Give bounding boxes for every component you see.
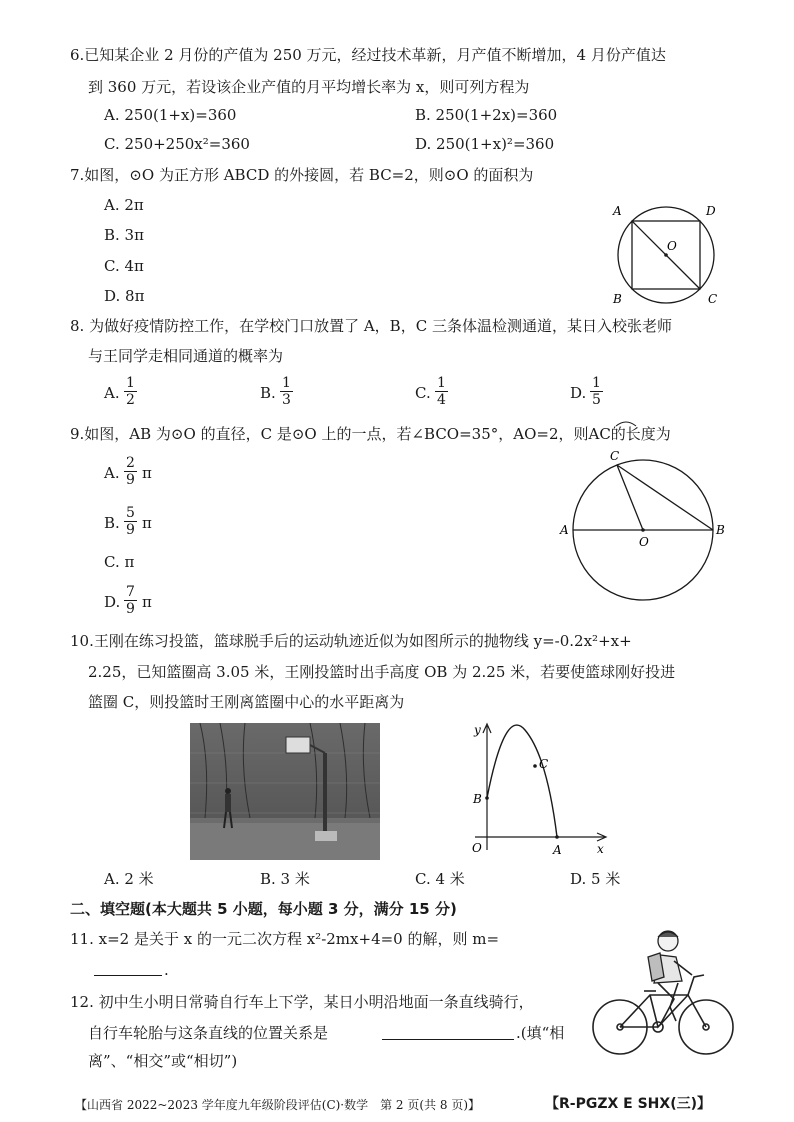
q8-option-b-letter: B.	[260, 384, 276, 402]
q10-label-c: C	[539, 757, 549, 771]
q9-option-c: C. π	[104, 553, 135, 571]
q8-option-d-fraction	[590, 375, 603, 408]
basketball-photo	[190, 723, 380, 860]
q10-point-c	[533, 764, 537, 768]
numerator: 1	[592, 375, 601, 391]
q7-label-o: O	[667, 239, 677, 253]
q8-option-d-letter: D.	[570, 384, 587, 402]
q10-stem-line3: 篮圈 C，则投篮时王刚离篮圈中心的水平距离为	[88, 693, 405, 711]
q8-option-b-fraction	[280, 375, 293, 408]
q10-label-b: B	[473, 792, 482, 806]
numerator: 1	[126, 375, 135, 391]
q9-label-a: A	[560, 523, 569, 537]
denominator: 9	[126, 472, 135, 488]
q10-option-a: A. 2 米	[104, 870, 154, 888]
q9-segment-cb	[617, 465, 713, 530]
q9-option-b-letter: B.	[104, 514, 120, 532]
q10-stem-line2: 2.25，已知篮圈高 3.05 米，王刚投篮时出手高度 OB 为 2.25 米，若要使篮球刚好投进	[88, 663, 676, 681]
q11-answer-blank	[94, 975, 162, 976]
q6-stem-line2: 到 360 万元，若设该企业产值的月平均增长率为 x，则可列方程为	[88, 78, 530, 96]
q9-label-b: B	[716, 523, 725, 537]
q9-stem: 9.如图，AB 为⊙O 的直径，C 是⊙O 上的一点，若∠BCO=35°，AO=2，则AC的长度为	[70, 425, 671, 443]
q10-option-c: C. 4 米	[415, 870, 465, 888]
q7-figure-circle-square	[605, 195, 735, 310]
q7-label-c: C	[708, 292, 718, 306]
q10-parabola	[487, 725, 557, 837]
q9-center-dot	[641, 528, 645, 532]
footer-left: 【山西省 2022~2023 学年度九年级阶段评估(C)·数学 第 2 页(共 8 页)】	[75, 1098, 481, 1112]
numerator: 2	[126, 455, 135, 471]
q9-option-d-fraction	[124, 584, 137, 617]
q12-answer-blank	[382, 1039, 514, 1040]
q10-point-a	[555, 835, 559, 839]
q7-label-a: A	[613, 204, 622, 218]
q12-stem-line1: 12. 初中生小明日常骑自行车上下学，某日小明沿地面一条直线骑行，	[70, 993, 534, 1011]
q7-option-c: C. 4π	[104, 257, 144, 275]
q6-option-b: B. 250(1+2x)=360	[415, 106, 558, 124]
denominator: 2	[126, 392, 135, 408]
q9-option-a-pi: π	[142, 464, 152, 482]
q9-option-a-letter: A.	[104, 464, 120, 482]
numerator: 5	[126, 505, 135, 521]
q7-label-b: B	[613, 292, 622, 306]
q7-option-b: B. 3π	[104, 226, 144, 244]
q12-stem-line3: 离”、“相交”或“相切”)	[88, 1052, 238, 1070]
q10-option-d: D. 5 米	[570, 870, 621, 888]
denominator: 4	[437, 392, 446, 408]
numerator: 1	[437, 375, 446, 391]
numerator: 7	[126, 584, 135, 600]
q9-figure-circle	[555, 448, 735, 618]
q6-option-d: D. 250(1+x)²=360	[415, 135, 555, 153]
q10-parabola-graph	[465, 720, 615, 865]
q10-label-x: x	[597, 842, 604, 856]
q6-option-a: A. 250(1+x)=360	[104, 106, 237, 124]
denominator: 9	[126, 522, 135, 538]
cyclist-illustration	[588, 925, 738, 1065]
q10-stem-line1: 10.王刚在练习投篮，篮球脱手后的运动轨迹近似为如图所示的抛物线 y=-0.2x²+x+	[70, 632, 632, 650]
q10-label-y: y	[474, 723, 481, 737]
q8-option-c-letter: C.	[415, 384, 431, 402]
q9-option-b-pi: π	[142, 514, 152, 532]
q11-end: .	[164, 961, 169, 979]
bike-frame	[620, 995, 706, 1027]
q7-label-d: D	[706, 204, 716, 218]
q9-option-d-pi: π	[142, 593, 152, 611]
q9-label-o: O	[639, 535, 649, 549]
q7-option-d: D. 8π	[104, 287, 145, 305]
q8-option-c-fraction	[435, 375, 448, 408]
q8-stem-line1: 8. 为做好疫情防控工作，在学校门口放置了 A，B，C 三条体温检测通道，某日入校张老师	[70, 317, 672, 335]
section-2-heading: 二、填空题(本大题共 5 小题，每小题 3 分，满分 15 分)	[70, 900, 457, 918]
q9-segment-co	[617, 465, 643, 530]
q7-stem: 7.如图，⊙O 为正方形 ABCD 的外接圆，若 BC=2，则⊙O 的面积为	[70, 166, 534, 184]
q8-option-a-fraction	[124, 375, 137, 408]
q8-stem-line2: 与王同学走相同通道的概率为	[88, 347, 284, 365]
q8-option-a-letter: A.	[104, 384, 120, 402]
q7-center-dot	[664, 253, 668, 257]
footer-right-code: 【R-PGZX E SHX(三)】	[545, 1096, 711, 1112]
numerator: 1	[282, 375, 291, 391]
denominator: 3	[282, 392, 291, 408]
q12-stem-line2-pre: 自行车轮胎与这条直线的位置关系是	[88, 1024, 329, 1042]
q10-point-b	[485, 796, 489, 800]
q9-option-a-fraction	[124, 455, 137, 488]
q9-option-b-fraction	[124, 505, 137, 538]
q6-option-c: C. 250+250x²=360	[104, 135, 250, 153]
q11-stem: 11. x=2 是关于 x 的一元二次方程 x²-2mx+4=0 的解，则 m=	[70, 930, 500, 948]
q10-label-a: A	[553, 843, 562, 857]
q10-label-o: O	[472, 841, 482, 855]
q10-option-b: B. 3 米	[260, 870, 310, 888]
q9-label-c: C	[610, 449, 620, 463]
q6-stem-line1: 6.已知某企业 2 月份的产值为 250 万元，经过技术革新，月产值不断增加，4 月份产值达	[70, 46, 666, 64]
denominator: 5	[592, 392, 601, 408]
q12-stem-line2-post: .(填“相	[516, 1024, 565, 1042]
q9-arc-mark	[614, 419, 638, 427]
denominator: 9	[126, 601, 135, 617]
q9-option-d-letter: D.	[104, 593, 121, 611]
q7-option-a: A. 2π	[104, 196, 144, 214]
